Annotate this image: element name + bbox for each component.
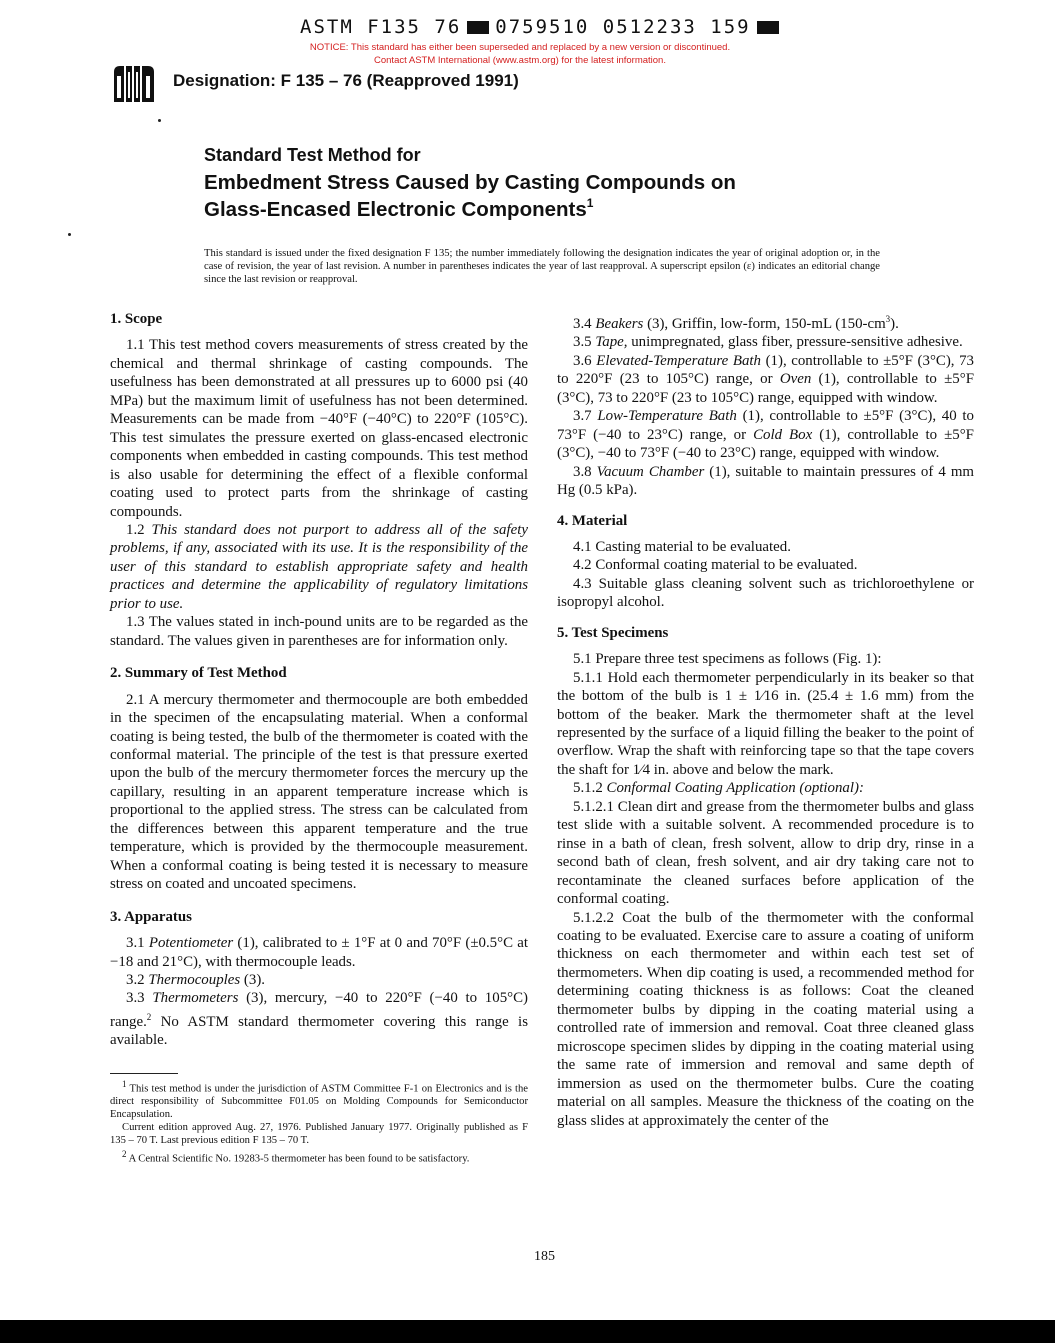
section-heading-material: 4. Material (557, 512, 628, 529)
footnote-1 (110, 1078, 528, 1122)
para-3-3-number: 3.3 (126, 990, 145, 1007)
title-line-3-text: Glass-Encased Electronic Components (204, 198, 587, 221)
footnote-rule (110, 1073, 178, 1074)
para-3-4-superscript: 3 (885, 314, 891, 324)
para-5-1-2-2: 5.1.2.2 Coat the bulb of the thermometer with the conformal coating to be evaluated. Exercise care to assure a coating of uniform thickness on each thermometer and within each test set of thermometers. When dip coating is used, a recommended method for determining coating thickness is as follows: Coat the cleaned thermometer bulbs by dipping in the coating material using a controlled rate of immersion and removal. Coat three cleaned glass microscope specimen slides by dipping in the coating material using the same rate of immersion and removal and same depth of immersion as used on the thermometer bulbs. Cure the coating material on all samples. Measure the thickness of the coating on the glass slides at approximately the center of the (557, 909, 974, 1129)
scan-speck (68, 233, 71, 236)
para-5-1-1: 5.1.1 Hold each thermometer perpendicularly in its beaker so that the bottom of the bulb is 1 ± 1⁄16 in. (25.4 ± 1.6 mm) from the bottom of the beaker. Mark the thermometer shaft at the level represented by the surface of a liquid filling the beaker to the point of overflow. Wrap the shaft with reinforcing tape so that the tape covers the shaft for 1⁄4 in. above and below the mark. (557, 669, 974, 778)
section-heading-scope: 1. Scope (110, 311, 163, 327)
para-1-2-text: This standard does not purport to address all of the safety problems, if any, associated with its use. It is the responsibility of the user of this standard to establish appropriate safety and health practices and determine the applicability of regulatory limitations prior to use. (110, 521, 528, 612)
right-column (557, 310, 974, 1130)
para-1-2 (110, 521, 528, 613)
title-line-3 (204, 198, 593, 222)
para-3-3-footnote-mark: 2 (146, 1011, 152, 1022)
para-3-3-text: (3), mercury, −40 to 220°F (−40 to 105°C) range. (110, 990, 528, 1030)
para-3-7 (557, 407, 974, 462)
section-heading-specimens: 5. Test Specimens (557, 624, 669, 641)
para-5-1-2-1: 5.1.2.1 Clean dirt and grease from the thermometer bulbs and glass test slide with a suitable solvent. A recommended procedure is to rinse in a bath of clean, fresh solvent, allow to drip dry, rinse in a second bath of clean, fresh solvent, and air dry taking care not to recontaminate the cleaned surfaces before application of the conformal coating. (557, 798, 974, 908)
para-3-7-term-2: Cold Box (753, 426, 813, 443)
para-3-6-term: Elevated-Temperature Bath (596, 352, 761, 369)
section-heading-summary: 2. Summary of Test Method (110, 665, 287, 682)
para-3-8-number: 3.8 (573, 463, 592, 480)
para-3-1 (110, 934, 528, 971)
para-3-3-term: Thermometers (152, 990, 239, 1007)
para-3-1-term: Potentiometer (148, 935, 234, 952)
para-3-8-text: (1), suitable to maintain pressures of 4 mm Hg (0.5 kPa). (557, 463, 974, 499)
para-3-4-text: (3), Griffin, low-form, 150-mL (150-cm (647, 315, 886, 332)
para-3-5-number: 3.5 (573, 334, 592, 351)
para-3-2 (110, 971, 528, 989)
notice-line-2: Contact ASTM International (www.astm.org) for the latest information. (374, 55, 666, 66)
title-line-1: Standard Test Method for (204, 145, 421, 165)
left-column (110, 310, 528, 1166)
para-3-7-number: 3.7 (573, 408, 592, 425)
para-5-1-2 (557, 779, 974, 797)
footnote-1-mark: 1 (122, 1078, 127, 1089)
para-3-4-end: ). (890, 315, 899, 332)
para-3-7-term: Low-Temperature Bath (597, 408, 737, 425)
para-3-5-text: unimpregnated, glass fiber, pressure-sensitive adhesive. (631, 334, 963, 351)
para-3-6-number: 3.6 (573, 352, 592, 369)
footnote-2-text: A Central Scientific No. 19283-5 thermometer has been found to be satisfactory. (128, 1153, 470, 1165)
para-1-1: 1.1 This test method covers measurements of stress created by the chemical and thermal shrinkage of casting compounds. The usefulness has been demonstrated at all pressures up to 6000 psi (40 MPa) but the maximum limit of usefulness has not been determined. Measurements can be made from −40°F (−40°C) to 220°F (105°C). This test simulates the pressure exerted on glass-encased electronic components when embedded in casting compounds. This test method is also usable for determining the effect of a flexible conformal coating used to protect parts from the shrinkage of casting compounds. (110, 337, 528, 520)
footnote-1-text: This test method is under the jurisdiction of ASTM Committee F-1 on Electronics and is the direct responsibility of Subcommittee F01.05 on Molding Compounds for Semiconductor Encapsulation. (110, 1083, 528, 1121)
footnote-2 (110, 1148, 528, 1166)
document-code-line (300, 16, 785, 38)
para-3-6 (557, 352, 974, 407)
para-3-1-number: 3.1 (126, 935, 145, 952)
para-1-3: 1.3 The values stated in inch-pound units are to be regarded as the standard. The values given in parentheses are for information only. (110, 614, 528, 649)
para-4-2: 4.2 Conformal coating material to be evaluated. (573, 557, 858, 574)
astm-logo-icon (110, 64, 158, 104)
para-3-6-text-2: (1), controllable to ±5°F (3°C), 73 to 220°F (23 to 105°C) range, equipped with window. (557, 371, 974, 406)
code-block-mark (757, 21, 779, 34)
para-3-3 (110, 989, 528, 1049)
para-3-6-text: (1), controllable to ±5°F (3°C), 73 to 220°F (23 to 105°C) range, or (557, 352, 974, 388)
para-2-1: 2.1 A mercury thermometer and thermocouple are both embedded in the specimen of the encapsulating material. When a conformal coating is being tested, the bulb of the thermometer is coated with the conformal material. The principle of the test is that pressure exerted upon the bulb of the mercury thermometer forces the mercury up the capillary, resulting in an apparent temperature increase which is proportional to the applied stress. The stress can be calculated from the differences between this apparent temperature and the true temperature, which is provided by the thermocouple measurement. When a conformal coating is being tested it is necessary to measure stress on coated and uncoated specimens. (110, 691, 528, 893)
scan-bottom-bar (0, 1320, 1055, 1343)
notice-line-1: NOTICE: This standard has either been superseded and replaced by a new version or discontinued. (309, 42, 731, 53)
scan-speck (158, 119, 161, 122)
page-number: 185 (534, 1249, 555, 1264)
para-3-5-term: Tape, (595, 334, 628, 351)
footnote-1b: Current edition approved Aug. 27, 1976. Published January 1977. Originally published as F 135 – 70 T. Last previous edition F 135 – 70 T. (110, 1121, 528, 1146)
para-3-1-text: (1), calibrated to ± 1°F at 0 and 70°F (±0.5°C at −18 and 21°C), with thermocouple leads. (110, 935, 528, 970)
para-3-3-text-2: No ASTM standard thermometer covering this range is available. (110, 1013, 528, 1049)
para-3-8-term: Vacuum Chamber (596, 463, 705, 480)
para-4-1: 4.1 Casting material to be evaluated. (573, 538, 791, 555)
para-3-2-term: Thermocouples (148, 971, 241, 988)
para-3-8 (557, 463, 974, 500)
code-block-mark (467, 21, 489, 34)
designation: Designation: F 135 – 76 (Reapproved 1991) (173, 71, 519, 90)
para-5-1-2-term: Conformal Coating Application (optional): (606, 780, 864, 797)
para-4-3: 4.3 Suitable glass cleaning solvent such as trichloroethylene or isopropyl alcohol. (557, 575, 974, 611)
para-1-2-number: 1.2 (126, 521, 145, 538)
title-footnote-mark: 1 (586, 196, 594, 210)
title-line-2: Embedment Stress Caused by Casting Compounds on (204, 171, 736, 194)
document-code-part1: ASTM F135 76 (300, 16, 462, 38)
para-3-7-text: (1), controllable to ±5°F (3°C), 40 to 73°F (−40 to 23°C) range, or (557, 408, 975, 443)
section-heading-apparatus: 3. Apparatus (110, 908, 192, 925)
footnote-2-mark: 2 (122, 1148, 127, 1159)
para-5-1: 5.1 Prepare three test specimens as follows (Fig. 1): (573, 651, 882, 668)
para-5-1-2-number: 5.1.2 (573, 780, 603, 797)
document-code-part2: 0759510 0512233 159 (495, 16, 751, 38)
para-3-4-number: 3.4 (573, 315, 592, 332)
para-3-6-term-2: Oven (779, 371, 812, 388)
para-3-5 (557, 333, 974, 351)
para-3-4-term: Beakers (595, 315, 644, 332)
para-3-2-number: 3.2 (126, 971, 145, 988)
para-3-4 (557, 310, 974, 333)
para-3-7-text-2: (1), controllable to ±5°F (3°C), −40 to 73°F (−40 to 23°C) range, equipped with window. (557, 426, 974, 462)
issued-note: This standard is issued under the fixed designation F 135; the number immediately following the designation indicates the year of original adoption or, in the case of revision, the year of last revision. A number in parentheses indicates the year of last reapproval. A superscript epsilon (ε) indicates an editorial change since the last revision or reapproval. (204, 248, 880, 285)
para-3-2-text: (3). (243, 971, 266, 988)
